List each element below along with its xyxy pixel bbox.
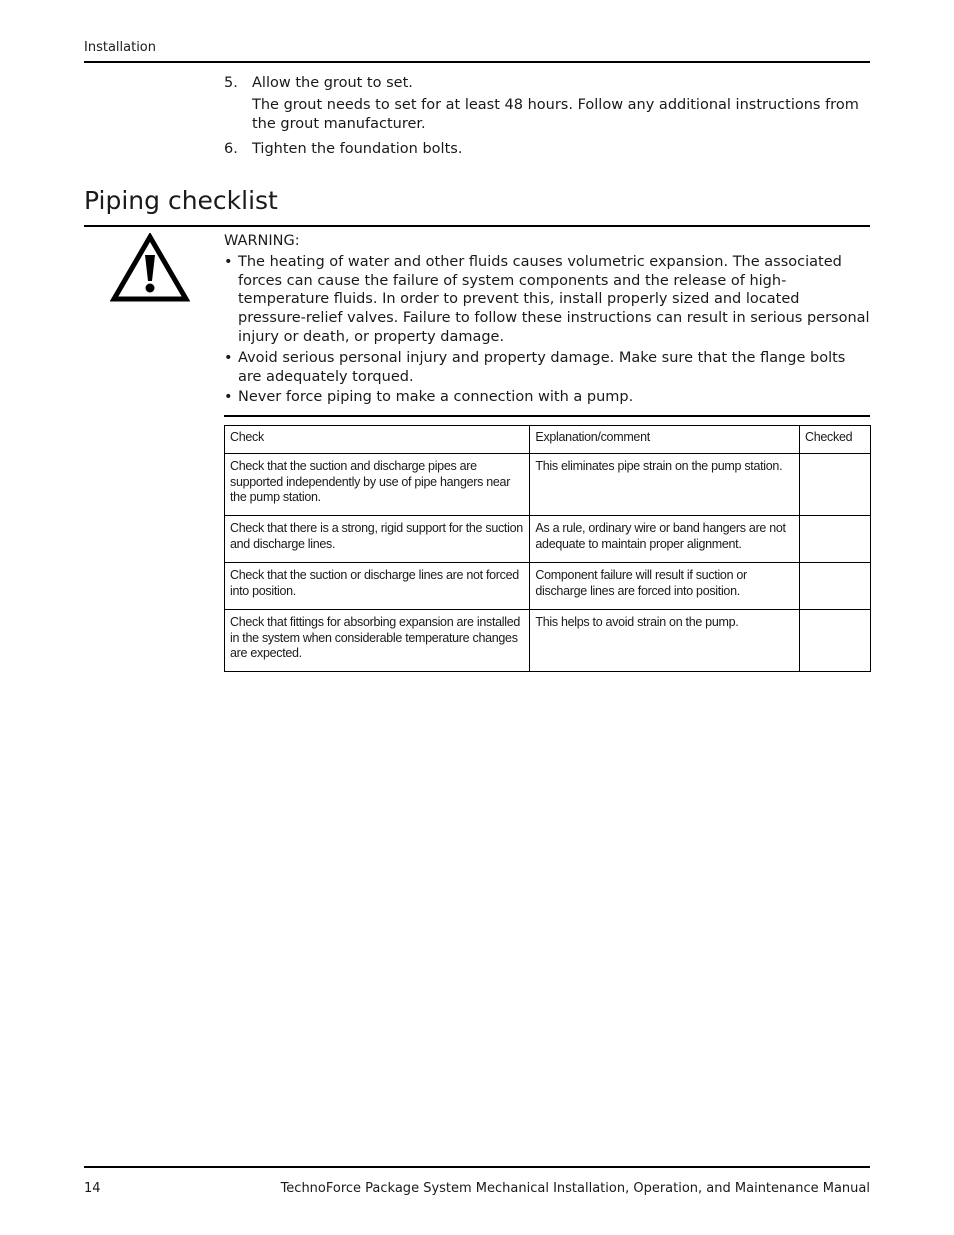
check-cell: Check that the suction or discharge lines are not forced into position. [225, 563, 530, 610]
warning-item [224, 388, 870, 407]
procedure-step [224, 74, 870, 134]
page-footer [84, 1166, 870, 1196]
divider [224, 415, 870, 417]
warning-item-text: Avoid serious personal injury and property damage. Make sure that the flange bolts are adequately torqued. [238, 349, 846, 385]
explanation-cell: Component failure will result if suction or discharge lines are forced into position. [530, 563, 800, 610]
procedure-steps [224, 74, 870, 165]
warning-item [224, 349, 870, 387]
page-number: 14 [84, 1181, 101, 1196]
step-number: 6. [224, 141, 238, 157]
checked-cell[interactable] [800, 563, 871, 610]
table-header-row [225, 426, 871, 454]
table-row [225, 610, 871, 672]
explanation-cell: This eliminates pipe strain on the pump station. [530, 454, 800, 516]
bullet-icon: • [224, 253, 233, 270]
step-note: The grout needs to set for at least 48 hours. Follow any additional instructions from the grout manufacturer. [252, 97, 859, 132]
section-heading: Piping checklist [84, 186, 870, 227]
piping-checklist-table [224, 425, 871, 672]
table-row [225, 563, 871, 610]
explanation-cell: This helps to avoid strain on the pump. [530, 610, 800, 672]
check-cell: Check that there is a strong, rigid support for the suction and discharge lines. [225, 516, 530, 563]
column-header-checked: Checked [800, 426, 871, 454]
procedure-step [224, 140, 870, 159]
running-header [84, 40, 870, 63]
warning-triangle-icon [110, 233, 190, 307]
header-section-label: Installation [84, 40, 157, 55]
document-title: TechnoForce Package System Mechanical Installation, Operation, and Maintenance Manual [280, 1181, 870, 1196]
step-number: 5. [224, 75, 238, 91]
check-cell: Check that the suction and discharge pipes are supported independently by use of pipe hangers near the pump station. [225, 454, 530, 516]
warning-item [224, 253, 870, 347]
bullet-icon: • [224, 389, 233, 406]
step-text: Allow the grout to set. [252, 75, 413, 91]
table-row [225, 516, 871, 563]
warning-item-text: The heating of water and other fluids causes volumetric expansion. The associated forces can cause the failure of system components and the release of high-temperature fluids. In order to prevent this, install properly sized and located pressure-relief valves. Failure to follow these instructions can result in serious personal injury or death, or property damage. [238, 253, 870, 345]
table-row [225, 454, 871, 516]
column-header-explanation: Explanation/comment [530, 426, 800, 454]
column-header-check: Check [225, 426, 530, 454]
check-cell: Check that fittings for absorbing expansion are installed in the system when considerable temperature changes are expected. [225, 610, 530, 672]
checked-cell[interactable] [800, 454, 871, 516]
warning-item-text: Never force piping to make a connection with a pump. [238, 389, 634, 406]
checked-cell[interactable] [800, 610, 871, 672]
warning-list [224, 253, 870, 407]
step-text: Tighten the foundation bolts. [252, 141, 463, 157]
checked-cell[interactable] [800, 516, 871, 563]
warning-block [224, 232, 870, 409]
bullet-icon: • [224, 349, 233, 366]
explanation-cell: As a rule, ordinary wire or band hangers are not adequate to maintain proper alignment. [530, 516, 800, 563]
warning-label: WARNING: [224, 233, 300, 249]
